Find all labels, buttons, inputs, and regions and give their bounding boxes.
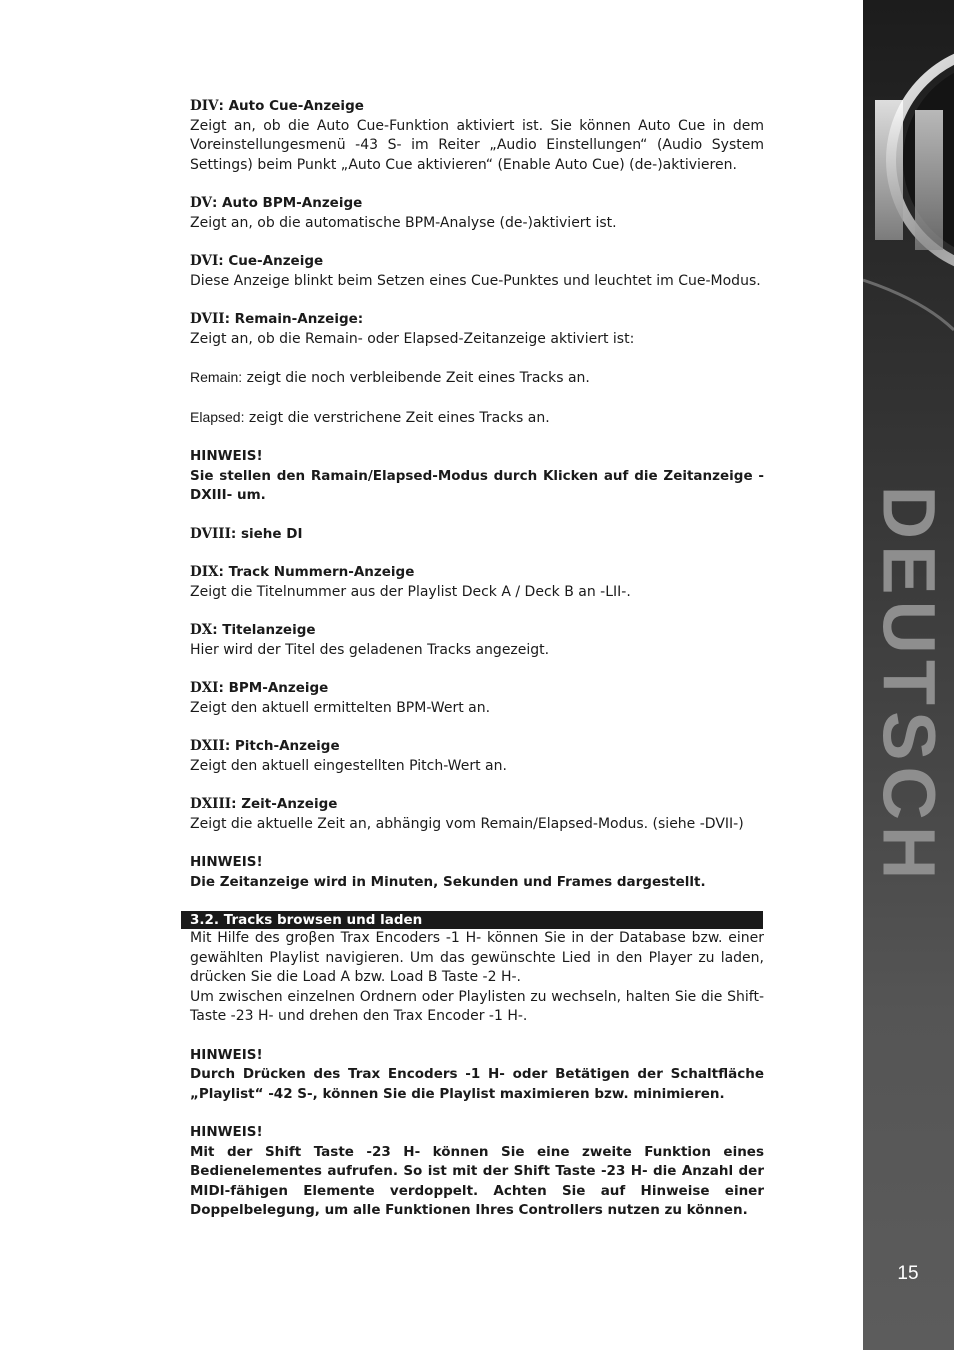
section-heading: DVII: Remain-Anzeige:: [190, 311, 364, 327]
page-number: 15: [897, 1263, 919, 1284]
main-content: [190, 97, 764, 1221]
section-heading: DVI: Cue-Anzeige: [190, 253, 324, 269]
section-dix: [190, 563, 764, 602]
section-text: Zeigt die aktuelle Zeit an, abhängig vom Remain/Elapsed-Modus. (siehe -DVII-): [190, 815, 744, 832]
section-heading: DIV: Auto Cue-Anzeige: [190, 98, 364, 114]
note-text: Die Zeitanzeige wird in Minuten, Sekunden und Frames dargestellt.: [190, 873, 706, 890]
section-dxi: [190, 679, 764, 718]
section-text: Zeigt den aktuell eingestellten Pitch-Wert an.: [190, 757, 507, 774]
section-dx: [190, 621, 764, 660]
section-heading: DIX: Track Nummern-Anzeige: [190, 564, 415, 580]
section-text: Zeigt an, ob die Auto Cue-Funktion aktiviert ist. Sie können Auto Cue in dem Voreinstellungesmenü -43 S- im Reiter „Audio Einstellungen“ (Audio System Settings) beim Punkt „Auto Cue aktivieren“ (Enable Auto Cue) (de-)aktivieren.: [190, 117, 764, 173]
section-text: Um zwischen einzelnen Ordnern oder Playlisten zu wechseln, halten Sie die Shift-Taste -23 H- und drehen den Trax Encoder -1 H-.: [190, 988, 764, 1024]
note-text: Mit der Shift Taste -23 H- können Sie eine zweite Funktion eines Bedienelementes aufrufen. So ist mit der Shift Taste -23 H- die Anzahl der MIDI-fähigen Elemente verdoppelt. Achten Sie auf Hinweise einer Doppelbelegung, um alle Funktionen Ihres Controllers nutzen zu können.: [190, 1143, 764, 1218]
section-text: Zeigt den aktuell ermittelten BPM-Wert an.: [190, 699, 491, 716]
brand-emblem-icon: [863, 0, 954, 420]
remain-description: Remain: zeigt die noch verbleibende Zeit eines Tracks an.: [190, 369, 590, 386]
section-text: Zeigt an, ob die Remain- oder Elapsed-Zeitanzeige aktiviert ist:: [190, 330, 635, 347]
section-heading: DXII: Pitch-Anzeige: [190, 738, 340, 754]
note-heading: HINWEIS!: [190, 448, 263, 464]
section-text: Diese Anzeige blinkt beim Setzen eines Cue-Punktes und leuchtet im Cue-Modus.: [190, 272, 761, 289]
section-dvi: [190, 252, 764, 291]
note-text: Durch Drücken des Trax Encoders -1 H- oder Betätigen der Schaltfläche „Playlist“ -42 S-, können Sie die Playlist maximieren bzw. minimieren.: [190, 1066, 764, 1102]
section-dxii: [190, 737, 764, 776]
section-text: Zeigt die Titelnummer aus der Playlist Deck A / Deck B an -LII-.: [190, 583, 631, 600]
section-div: [190, 97, 764, 175]
section-heading: DXI: BPM-Anzeige: [190, 680, 329, 696]
note-heading: HINWEIS!: [190, 1124, 263, 1140]
note-text: Sie stellen den Ramain/Elapsed-Modus durch Klicken auf die Zeitanzeige -DXIII- um.: [190, 467, 764, 503]
section-text: Zeigt an, ob die automatische BPM-Analyse (de-)aktiviert ist.: [190, 214, 617, 231]
section-dxiii: [190, 795, 764, 892]
elapsed-description: Elapsed: zeigt die verstrichene Zeit eines Tracks an.: [190, 408, 550, 426]
remain-term: Remain:: [190, 369, 243, 385]
section-heading: DXIII: Zeit-Anzeige: [190, 796, 338, 812]
section-heading: DX: Titelanzeige: [190, 622, 316, 638]
section-heading-bar: 3.2. Tracks browsen und laden: [181, 911, 763, 929]
section-text: Hier wird der Titel des geladenen Tracks angezeigt.: [190, 641, 550, 658]
language-label: DEUTSCH: [867, 485, 950, 885]
section-text: Mit Hilfe des groβen Trax Encoders -1 H- können Sie in der Database bzw. einer gewählten Playlist navigieren. Um das gewünschte Lied in den Player zu laden, drücken Sie die Load A bzw. Load B Taste -2 H-.: [190, 930, 764, 985]
section-heading: DVIII: siehe DI: [190, 525, 303, 542]
elapsed-term: Elapsed:: [190, 408, 245, 425]
section-dviii: [190, 525, 764, 545]
note-heading: HINWEIS!: [190, 1046, 263, 1063]
section-dv: [190, 194, 764, 233]
section-heading: DV: Auto BPM-Anzeige: [190, 195, 363, 211]
section-dvii: [190, 310, 764, 506]
note-heading: HINWEIS!: [190, 854, 263, 870]
